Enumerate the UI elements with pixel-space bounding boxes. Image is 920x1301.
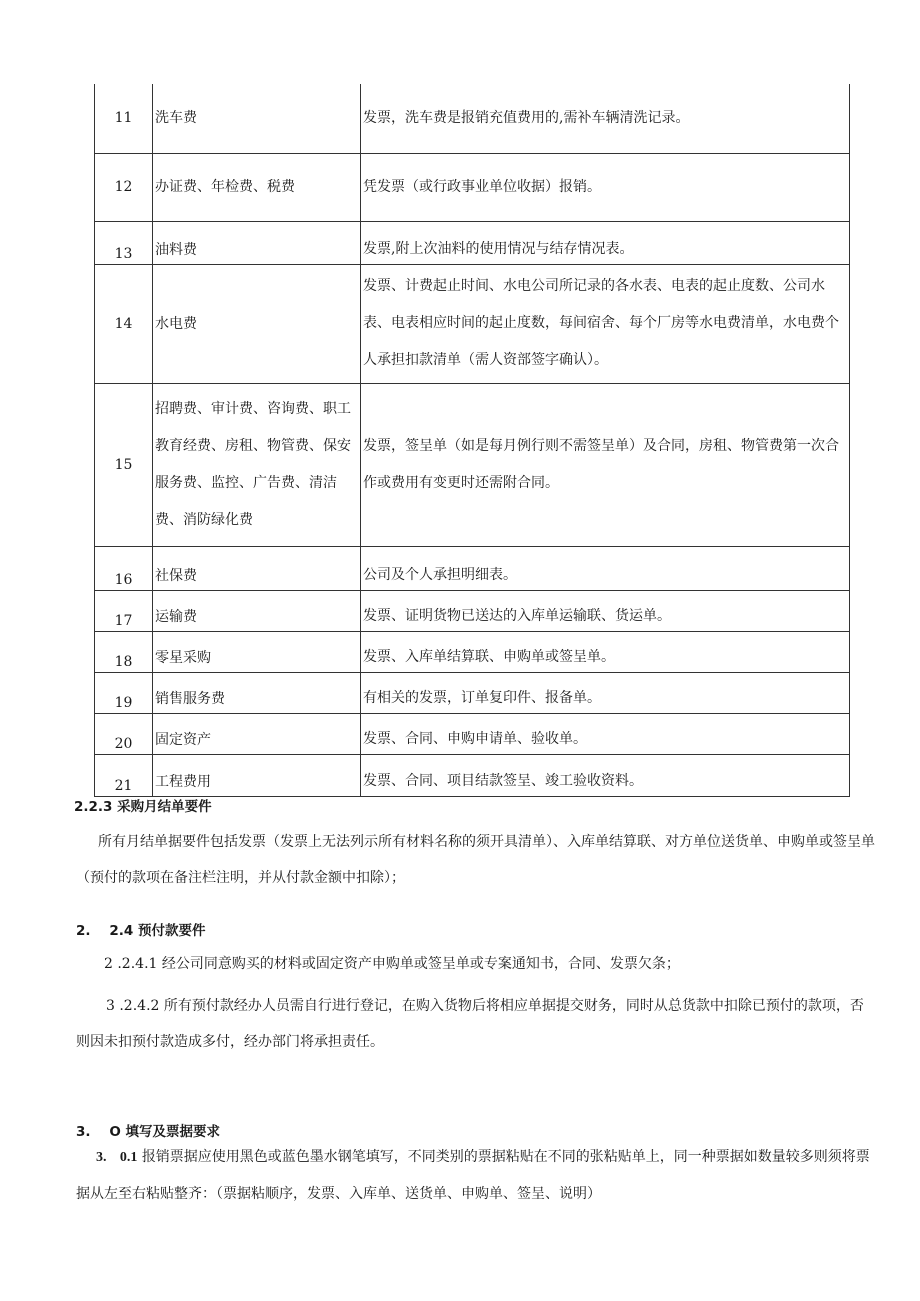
required-documents: 发票，签呈单（如是每月例行则不需签呈单）及合同，房租、物管费第一次合作或费用有变更时还需附合同。 [361, 383, 850, 546]
required-documents: 发票、计费起止时间、水电公司所记录的各水表、电表的起止度数、公司水表、电表相应时间的起止度数，每间宿舍、每个厂房等水电费清单，水电费个人承担扣款清单（需人资部签字确认）。 [361, 264, 850, 383]
row-number: 19 [95, 672, 153, 713]
row-number: 12 [95, 153, 153, 221]
required-documents: 发票、合同、项目结款签呈、竣工验收资料。 [361, 754, 850, 796]
section-2-2-4-heading [76, 919, 876, 939]
table-row [95, 153, 850, 221]
expense-item: 固定资产 [153, 713, 361, 754]
table-row [95, 590, 850, 631]
table-row [95, 631, 850, 672]
row-number: 11 [95, 84, 153, 153]
expense-item: 招聘费、审计费、咨询费、职工教育经费、房租、物管费、保安服务费、监控、广告费、清洁费、消防绿化费 [153, 383, 361, 546]
table-row [95, 264, 850, 383]
required-documents: 发票、证明货物已送达的入库单运输联、货运单。 [361, 590, 850, 631]
row-number: 21 [95, 754, 153, 796]
expense-item: 零星采购 [153, 631, 361, 672]
expense-item: 工程费用 [153, 754, 361, 796]
expense-item: 油料费 [153, 221, 361, 264]
section-3-heading [76, 1120, 876, 1140]
table-row [95, 672, 850, 713]
paragraph-text: 报销票据应使用黑色或蓝色墨水钢笔填写，不同类别的票据粘贴在不同的张粘贴单上，同一种票据如数量较多则须将票据从左至右粘贴整齐：（票据粘顺序，发票、入库单、送货单、申购单、签呈、说明） [76, 1149, 870, 1202]
expense-requirements-table [94, 84, 850, 797]
paragraph-subnumber: 0.1 [119, 1150, 138, 1165]
expense-item: 社保费 [153, 546, 361, 590]
table-row [95, 383, 850, 546]
section-2-2-3-heading: 2.2.3 采购月结单要件 [74, 799, 212, 815]
table-row [95, 713, 850, 754]
required-documents: 发票、合同、申购申请单、验收单。 [361, 713, 850, 754]
prepayment-item-2 [76, 988, 876, 1060]
table-row [95, 221, 850, 264]
row-number: 14 [95, 264, 153, 383]
paragraph-number: 3. [96, 1150, 107, 1165]
required-documents: 公司及个人承担明细表。 [361, 546, 850, 590]
row-number: 16 [95, 546, 153, 590]
required-documents: 发票、入库单结算联、申购单或签呈单。 [361, 631, 850, 672]
required-documents: 发票,附上次油料的使用情况与结存情况表。 [361, 221, 850, 264]
heading-text: O 填写及票据要求 [109, 1124, 221, 1140]
row-number: 13 [95, 221, 153, 264]
row-number: 20 [95, 713, 153, 754]
required-documents: 凭发票（或行政事业单位收据）报销。 [361, 153, 850, 221]
expense-item: 销售服务费 [153, 672, 361, 713]
heading-number: 2. [76, 923, 91, 939]
table-row [95, 546, 850, 590]
section-3-0-1-body [76, 1139, 876, 1212]
heading-number: 3. [76, 1124, 91, 1140]
expense-item: 办证费、年检费、税费 [153, 153, 361, 221]
section-2-2-3-body: 所有月结单据要件包括发票（发票上无法列示所有材料名称的须开具清单）、入库单结算联、对方单位送货单、申购单或签呈单（预付的款项在备注栏注明，并从付款金额中扣除）； [76, 834, 875, 886]
heading-text: 2.4 预付款要件 [109, 923, 206, 939]
row-number: 18 [95, 631, 153, 672]
prepayment-item-2-text: 3 .2.4.2 所有预付款经办人员需自行进行登记，在购入货物后将相应单据提交财务，同时从总货款中扣除已预付的款项，否则因未扣预付款造成多付，经办部门将承担责任。 [76, 998, 864, 1050]
expense-item: 洗车费 [153, 84, 361, 153]
prepayment-item-1: 2 .2.4.1 经公司同意购买的材料或固定资产申购单或签呈单或专案通知书，合同、发票欠条； [104, 956, 680, 972]
required-documents: 有相关的发票，订单复印件、报备单。 [361, 672, 850, 713]
table-row [95, 754, 850, 796]
row-number: 17 [95, 590, 153, 631]
required-documents: 发票，洗车费是报销充值费用的,需补车辆清洗记录。 [361, 84, 850, 153]
row-number: 15 [95, 383, 153, 546]
expense-item: 运输费 [153, 590, 361, 631]
table-row [95, 84, 850, 153]
expense-item: 水电费 [153, 264, 361, 383]
